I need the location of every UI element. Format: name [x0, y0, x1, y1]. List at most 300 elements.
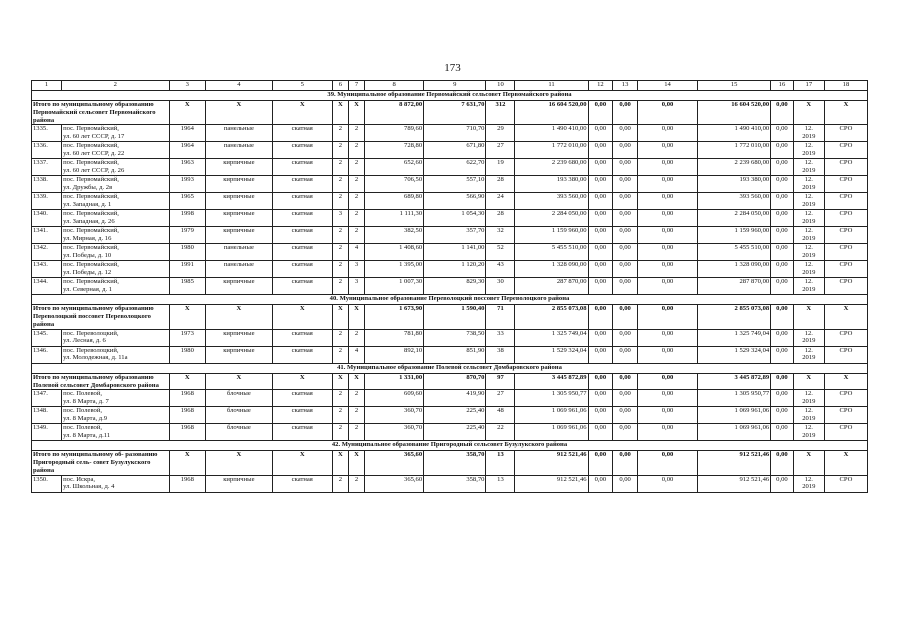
- wall-material: кирпичные: [206, 475, 273, 492]
- roof-type: скатная: [272, 475, 332, 492]
- column-number: 17: [793, 81, 824, 91]
- fund-1: 0,00: [588, 424, 613, 441]
- wall-material: кирпичные: [206, 346, 273, 363]
- build-year: 1964: [169, 125, 206, 142]
- total-area: 689,80: [365, 193, 424, 210]
- total-label: Итого по муниципальному образованию Первомайский сельсовет Первомайского района: [32, 101, 170, 125]
- wall-material: панельные: [206, 244, 273, 261]
- address: [62, 227, 169, 244]
- owner-funds: 2 284 050,00: [698, 210, 771, 227]
- owner-funds: 1 529 324,04: [698, 346, 771, 363]
- total-label: Итого по муниципальному об- разованию Пригородный сель- совет Бузулукского района: [32, 451, 170, 475]
- section-title: 39. Муниципальное образование Первомайский сельсовет Первомайского района: [32, 91, 868, 101]
- owner-funds: 287 870,00: [698, 278, 771, 295]
- column-number: 8: [365, 81, 424, 91]
- repair-cost: 1 069 961,06: [515, 424, 588, 441]
- address-line: пос. Первомайский,: [63, 125, 119, 133]
- column-number: 6: [332, 81, 348, 91]
- table-row: [32, 244, 868, 261]
- other-funds: 0,00: [771, 176, 794, 193]
- residents: 33: [486, 329, 515, 346]
- total-c5: X: [272, 373, 332, 390]
- column-number: 2: [62, 81, 169, 91]
- row-number: 1338.: [32, 176, 62, 193]
- floors: 2: [332, 227, 348, 244]
- total-c7: X: [348, 101, 364, 125]
- other-funds: 0,00: [771, 142, 794, 159]
- wall-material: кирпичные: [206, 210, 273, 227]
- fund-2: 0,00: [613, 193, 638, 210]
- section-total-row: [32, 373, 868, 390]
- build-year: 1991: [169, 261, 206, 278]
- other-funds: 0,00: [771, 390, 794, 407]
- fund-3: 0,00: [637, 390, 697, 407]
- address-line: пос. Первомайский,: [63, 193, 119, 201]
- entrances: 3: [348, 261, 364, 278]
- column-number: 15: [698, 81, 771, 91]
- column-number: 3: [169, 81, 206, 91]
- date-part: 12.: [804, 329, 813, 337]
- address-line: ул. Школьная, д. 4: [63, 483, 115, 491]
- total-c6: X: [332, 305, 348, 329]
- other-funds: 0,00: [771, 424, 794, 441]
- completion-date: [793, 475, 824, 492]
- address-line: ул. Лесная, д. 6: [63, 337, 106, 345]
- fund-3: 0,00: [637, 244, 697, 261]
- date-part: 2019: [802, 414, 816, 422]
- total-c17: X: [793, 451, 824, 475]
- other-funds: 0,00: [771, 407, 794, 424]
- row-number: 1347.: [32, 390, 62, 407]
- fund-2: 0,00: [613, 142, 638, 159]
- fund-2: 0,00: [613, 329, 638, 346]
- build-year: 1968: [169, 424, 206, 441]
- total-c8: 365,60: [365, 451, 424, 475]
- row-number: 1344.: [32, 278, 62, 295]
- repair-method: СРО: [824, 424, 867, 441]
- repair-cost: 393 560,00: [515, 193, 588, 210]
- roof-type: скатная: [272, 329, 332, 346]
- fund-2: 0,00: [613, 390, 638, 407]
- row-number: 1350.: [32, 475, 62, 492]
- table-row: [32, 278, 868, 295]
- fund-2: 0,00: [613, 407, 638, 424]
- roof-type: скатная: [272, 193, 332, 210]
- repair-cost: 1 328 090,00: [515, 261, 588, 278]
- address-line: пос. Искра,: [63, 475, 96, 483]
- date-part: 2019: [802, 183, 816, 191]
- date-part: 2019: [802, 354, 816, 362]
- completion-date: [793, 407, 824, 424]
- repair-method: СРО: [824, 475, 867, 492]
- build-year: 1968: [169, 475, 206, 492]
- total-c18: X: [824, 101, 867, 125]
- address: [62, 407, 169, 424]
- section-total-row: [32, 101, 868, 125]
- total-c9: 7 631,70: [424, 101, 486, 125]
- column-number: 9: [424, 81, 486, 91]
- total-c10: 71: [486, 305, 515, 329]
- date-part: 12.: [804, 159, 813, 167]
- entrances: 2: [348, 159, 364, 176]
- section-title: 42. Муниципальное образование Пригородный сельсовет Бузулукского района: [32, 441, 868, 451]
- floors: 2: [332, 329, 348, 346]
- repair-cost: 2 239 680,00: [515, 159, 588, 176]
- date-part: 2019: [802, 217, 816, 225]
- address: [62, 176, 169, 193]
- address: [62, 244, 169, 261]
- section-title: 40. Муниципальное образование Переволоцкий поссовет Переволоцкого района: [32, 295, 868, 305]
- total-c15: 912 521,46: [698, 451, 771, 475]
- wall-material: кирпичные: [206, 278, 273, 295]
- address-line: пос. Первомайский,: [63, 142, 119, 150]
- total-c15: 16 604 520,00: [698, 101, 771, 125]
- living-area: 1 120,20: [424, 261, 486, 278]
- repair-cost: 1 529 324,04: [515, 346, 588, 363]
- total-c10: 97: [486, 373, 515, 390]
- repair-cost: 193 380,00: [515, 176, 588, 193]
- fund-3: 0,00: [637, 176, 697, 193]
- fund-1: 0,00: [588, 159, 613, 176]
- build-year: 1963: [169, 159, 206, 176]
- fund-3: 0,00: [637, 159, 697, 176]
- wall-material: кирпичные: [206, 193, 273, 210]
- roof-type: скатная: [272, 424, 332, 441]
- floors: 2: [332, 424, 348, 441]
- address-line: ул. Дружбы, д. 2в: [63, 183, 113, 191]
- total-c15: 2 855 073,08: [698, 305, 771, 329]
- column-number: 12: [588, 81, 613, 91]
- column-number: 4: [206, 81, 273, 91]
- table-row: [32, 176, 868, 193]
- wall-material: блочные: [206, 390, 273, 407]
- entrances: 3: [348, 278, 364, 295]
- repair-method: СРО: [824, 261, 867, 278]
- living-area: 671,80: [424, 142, 486, 159]
- date-part: 2019: [802, 132, 816, 140]
- total-c12: 0,00: [588, 305, 613, 329]
- row-number: 1336.: [32, 142, 62, 159]
- fund-2: 0,00: [613, 210, 638, 227]
- owner-funds: 1 069 961,06: [698, 424, 771, 441]
- column-number: 1: [32, 81, 62, 91]
- total-c10: 312: [486, 101, 515, 125]
- wall-material: кирпичные: [206, 227, 273, 244]
- living-area: 829,30: [424, 278, 486, 295]
- total-area: 609,60: [365, 390, 424, 407]
- residents: 28: [486, 210, 515, 227]
- address-line: пос. Полевой,: [63, 424, 103, 432]
- table-row: [32, 142, 868, 159]
- address-line: ул. Северная, д. 1: [63, 285, 113, 293]
- address-line: ул. 60 лет СССР, д. 17: [63, 132, 125, 140]
- section-title-row: [32, 363, 868, 373]
- fund-2: 0,00: [613, 176, 638, 193]
- repair-method: СРО: [824, 407, 867, 424]
- fund-1: 0,00: [588, 227, 613, 244]
- entrances: 2: [348, 125, 364, 142]
- build-year: 1968: [169, 407, 206, 424]
- floors: 2: [332, 346, 348, 363]
- date-part: 12.: [804, 278, 813, 286]
- living-area: 1 141,00: [424, 244, 486, 261]
- owner-funds: 1 305 950,77: [698, 390, 771, 407]
- fund-3: 0,00: [637, 210, 697, 227]
- total-c4: X: [206, 101, 273, 125]
- address-line: ул. Западная, д. 1: [63, 200, 112, 208]
- build-year: 1979: [169, 227, 206, 244]
- table-row: [32, 346, 868, 363]
- date-part: 2019: [802, 251, 816, 259]
- address-line: пос. Первомайский,: [63, 278, 119, 286]
- roof-type: скатная: [272, 176, 332, 193]
- address: [62, 424, 169, 441]
- total-c18: X: [824, 373, 867, 390]
- roof-type: скатная: [272, 346, 332, 363]
- floors: 2: [332, 176, 348, 193]
- total-area: 1 408,60: [365, 244, 424, 261]
- row-number: 1340.: [32, 210, 62, 227]
- total-c3: X: [169, 305, 206, 329]
- completion-date: [793, 125, 824, 142]
- address-line: ул. 8 Марта, д.9: [63, 414, 108, 422]
- completion-date: [793, 424, 824, 441]
- address-line: пос. Переволоцкий,: [63, 346, 119, 354]
- total-label: Итого по муниципальному образованию Переволоцкий поссовет Переволоцкого района: [32, 305, 170, 329]
- living-area: 557,10: [424, 176, 486, 193]
- residents: 43: [486, 261, 515, 278]
- completion-date: [793, 176, 824, 193]
- floors: 2: [332, 261, 348, 278]
- owner-funds: 1 772 010,00: [698, 142, 771, 159]
- total-area: 382,50: [365, 227, 424, 244]
- living-area: 566,90: [424, 193, 486, 210]
- row-number: 1335.: [32, 125, 62, 142]
- total-c5: X: [272, 305, 332, 329]
- date-part: 12.: [804, 244, 813, 252]
- repair-method: СРО: [824, 227, 867, 244]
- total-c6: X: [332, 451, 348, 475]
- total-c4: X: [206, 373, 273, 390]
- total-c16: 0,00: [771, 373, 794, 390]
- fund-3: 0,00: [637, 227, 697, 244]
- owner-funds: 5 455 510,00: [698, 244, 771, 261]
- roof-type: скатная: [272, 278, 332, 295]
- address: [62, 475, 169, 492]
- repair-cost: 1 305 950,77: [515, 390, 588, 407]
- total-label: Итого по муниципальному образованию Полевой сельсовет Домбаровского района: [32, 373, 170, 390]
- residents: 32: [486, 227, 515, 244]
- fund-1: 0,00: [588, 346, 613, 363]
- floors: 2: [332, 159, 348, 176]
- row-number: 1343.: [32, 261, 62, 278]
- column-number: 16: [771, 81, 794, 91]
- repair-method: СРО: [824, 244, 867, 261]
- total-area: 360,70: [365, 407, 424, 424]
- entrances: 2: [348, 407, 364, 424]
- other-funds: 0,00: [771, 210, 794, 227]
- date-part: 2019: [802, 200, 816, 208]
- address-line: ул. Победы, д. 10: [63, 251, 112, 259]
- completion-date: [793, 346, 824, 363]
- date-part: 12.: [804, 125, 813, 133]
- total-c16: 0,00: [771, 101, 794, 125]
- total-c6: X: [332, 101, 348, 125]
- table-row: [32, 210, 868, 227]
- total-c11: 912 521,46: [515, 451, 588, 475]
- floors: 2: [332, 278, 348, 295]
- build-year: 1965: [169, 193, 206, 210]
- date-part: 2019: [802, 285, 816, 293]
- total-c11: 3 445 872,89: [515, 373, 588, 390]
- entrances: 2: [348, 210, 364, 227]
- date-part: 12.: [804, 193, 813, 201]
- address: [62, 278, 169, 295]
- owner-funds: 1 159 960,00: [698, 227, 771, 244]
- table-row: [32, 329, 868, 346]
- residents: 13: [486, 475, 515, 492]
- table-body: [32, 81, 868, 493]
- floors: 2: [332, 475, 348, 492]
- total-c4: X: [206, 451, 273, 475]
- fund-3: 0,00: [637, 278, 697, 295]
- entrances: 2: [348, 475, 364, 492]
- total-c12: 0,00: [588, 101, 613, 125]
- roof-type: скатная: [272, 159, 332, 176]
- fund-1: 0,00: [588, 193, 613, 210]
- address-line: ул. 60 лет СССР, д. 26: [63, 166, 125, 174]
- row-number: 1349.: [32, 424, 62, 441]
- fund-1: 0,00: [588, 475, 613, 492]
- date-part: 12.: [804, 227, 813, 235]
- other-funds: 0,00: [771, 329, 794, 346]
- total-area: 1 395,00: [365, 261, 424, 278]
- total-c7: X: [348, 305, 364, 329]
- total-c16: 0,00: [771, 305, 794, 329]
- address: [62, 142, 169, 159]
- date-part: 12.: [804, 346, 813, 354]
- completion-date: [793, 193, 824, 210]
- floors: 3: [332, 210, 348, 227]
- table-row: [32, 390, 868, 407]
- fund-3: 0,00: [637, 424, 697, 441]
- owner-funds: 393 560,00: [698, 193, 771, 210]
- wall-material: кирпичные: [206, 329, 273, 346]
- owner-funds: 1 328 090,00: [698, 261, 771, 278]
- wall-material: блочные: [206, 407, 273, 424]
- other-funds: 0,00: [771, 278, 794, 295]
- entrances: 4: [348, 244, 364, 261]
- total-area: 706,50: [365, 176, 424, 193]
- column-number-row: [32, 81, 868, 91]
- build-year: 1968: [169, 390, 206, 407]
- column-number: 5: [272, 81, 332, 91]
- row-number: 1342.: [32, 244, 62, 261]
- completion-date: [793, 142, 824, 159]
- fund-2: 0,00: [613, 278, 638, 295]
- total-c8: 1 331,00: [365, 373, 424, 390]
- address-line: ул. 60 лет СССР, д. 22: [63, 149, 125, 157]
- entrances: 2: [348, 176, 364, 193]
- build-year: 1973: [169, 329, 206, 346]
- total-c11: 16 604 520,00: [515, 101, 588, 125]
- total-area: 360,70: [365, 424, 424, 441]
- owner-funds: 2 239 680,00: [698, 159, 771, 176]
- completion-date: [793, 210, 824, 227]
- total-c13: 0,00: [613, 373, 638, 390]
- fund-1: 0,00: [588, 210, 613, 227]
- repair-cost: 1 069 961,06: [515, 407, 588, 424]
- total-area: 728,80: [365, 142, 424, 159]
- date-part: 12.: [804, 424, 813, 432]
- wall-material: кирпичные: [206, 159, 273, 176]
- section-title-row: [32, 295, 868, 305]
- total-c10: 13: [486, 451, 515, 475]
- build-year: 1964: [169, 142, 206, 159]
- fund-2: 0,00: [613, 159, 638, 176]
- address-line: пос. Первомайский,: [63, 176, 119, 184]
- total-c15: 3 445 872,89: [698, 373, 771, 390]
- fund-2: 0,00: [613, 475, 638, 492]
- wall-material: блочные: [206, 424, 273, 441]
- repair-cost: 1 490 410,00: [515, 125, 588, 142]
- column-number: 18: [824, 81, 867, 91]
- address-line: пос. Первомайский,: [63, 159, 119, 167]
- total-c12: 0,00: [588, 451, 613, 475]
- fund-3: 0,00: [637, 261, 697, 278]
- other-funds: 0,00: [771, 261, 794, 278]
- table-row: [32, 125, 868, 142]
- total-c5: X: [272, 451, 332, 475]
- build-year: 1980: [169, 346, 206, 363]
- date-part: 2019: [802, 431, 816, 439]
- date-part: 2019: [802, 337, 816, 345]
- address-line: ул. Победы, д. 12: [63, 268, 112, 276]
- repair-method: СРО: [824, 142, 867, 159]
- row-number: 1337.: [32, 159, 62, 176]
- entrances: 4: [348, 346, 364, 363]
- entrances: 2: [348, 193, 364, 210]
- living-area: 225,40: [424, 424, 486, 441]
- total-c13: 0,00: [613, 101, 638, 125]
- residents: 19: [486, 159, 515, 176]
- floors: 2: [332, 244, 348, 261]
- floors: 2: [332, 390, 348, 407]
- repair-cost: 1 325 749,04: [515, 329, 588, 346]
- build-year: 1993: [169, 176, 206, 193]
- residents: 22: [486, 424, 515, 441]
- repair-method: СРО: [824, 390, 867, 407]
- date-part: 12.: [804, 407, 813, 415]
- row-number: 1348.: [32, 407, 62, 424]
- fund-2: 0,00: [613, 125, 638, 142]
- total-c14: 0,00: [637, 305, 697, 329]
- other-funds: 0,00: [771, 159, 794, 176]
- repair-method: СРО: [824, 125, 867, 142]
- total-c17: X: [793, 305, 824, 329]
- fund-3: 0,00: [637, 475, 697, 492]
- total-c3: X: [169, 101, 206, 125]
- roof-type: скатная: [272, 244, 332, 261]
- fund-1: 0,00: [588, 329, 613, 346]
- address-line: пос. Переволоцкий,: [63, 329, 119, 337]
- fund-2: 0,00: [613, 244, 638, 261]
- fund-3: 0,00: [637, 329, 697, 346]
- fund-1: 0,00: [588, 278, 613, 295]
- fund-3: 0,00: [637, 346, 697, 363]
- wall-material: панельные: [206, 261, 273, 278]
- table-row: [32, 261, 868, 278]
